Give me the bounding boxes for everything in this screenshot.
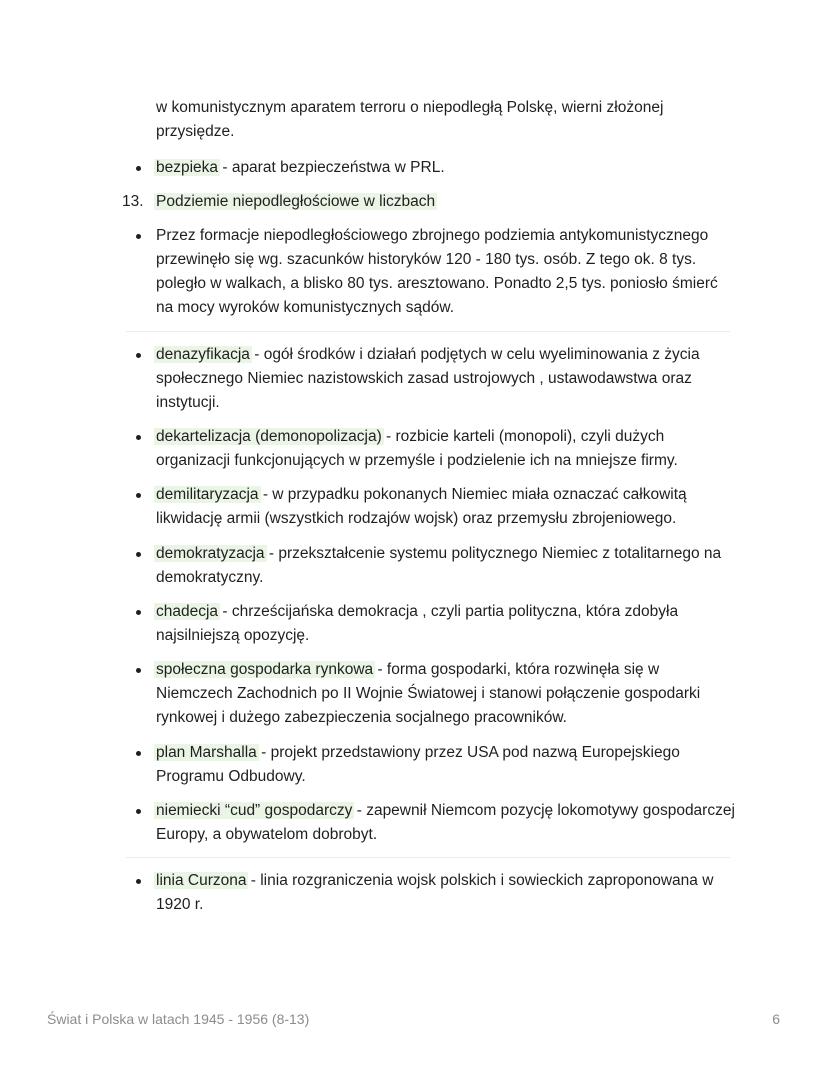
definition: - linia rozgraniczenia wojsk polskich i sowieckich zaproponowana w 1920 r.	[156, 872, 714, 913]
definition: - zapewnił Niemcom pozycję lokomotywy gospodarczej Europy, a obywatelom dobrobyt.	[156, 802, 735, 843]
definition: - projekt przedstawiony przez USA pod nazwą Europejskiego Programu Odbudowy.	[156, 744, 680, 785]
bullet-icon	[136, 234, 141, 239]
bullet-icon	[136, 751, 141, 756]
term: linia Curzona	[156, 872, 247, 889]
term: demokratyzacja	[156, 545, 265, 562]
list-item	[156, 224, 736, 320]
definition: - aparat bezpieczeństwa w PRL.	[218, 159, 445, 176]
list-item	[156, 799, 736, 847]
list-item	[156, 483, 736, 531]
term: bezpieka	[156, 159, 219, 176]
bullet-icon	[136, 809, 141, 814]
bullet-icon	[136, 435, 141, 440]
section-heading	[122, 190, 736, 214]
bullet-icon	[136, 879, 141, 884]
definition: - forma gospodarki, która rozwinęła się w Niemczech Zachodnich po II Wojnie Światowej i stanowi połączenie gospodarki rynkowej i dużego zabezpieczenia socjalnego pracowników.	[156, 661, 701, 726]
page-number: 6	[772, 1011, 780, 1027]
bullet-icon	[136, 552, 141, 557]
bullet-icon	[136, 610, 141, 615]
section-number: 13.	[122, 193, 144, 210]
list-item	[156, 600, 736, 648]
definition: - przekształcenie systemu politycznego Niemiec z totalitarnego na demokratyczny.	[156, 545, 722, 586]
list-item	[156, 658, 736, 730]
section-title: Podziemie niepodległościowe w liczbach	[156, 193, 436, 210]
term: dekartelizacja (demonopolizacja)	[156, 428, 382, 445]
term: plan Marshalla	[156, 744, 257, 761]
term: denazyfikacja	[156, 346, 250, 363]
term: demilitaryzacja	[156, 486, 259, 503]
bullet-icon	[136, 166, 141, 171]
list-item	[156, 156, 736, 180]
section-text: Przez formacje niepodległościowego zbrojnego podziemia antykomunistycznego przewinęło się wg. szacunków historyków 120 - 180 tys. osób. Z tego ok. 8 tys. poległo w walkach, a blisko 80 tys. aresztowano. Ponadto 2,5 tys. poniosło śmierć na mocy wyroków komunistycznych sądów.	[156, 227, 718, 316]
bullet-icon	[136, 353, 141, 358]
definition: - ogół środków i działań podjętych w celu wyeliminowania z życia społecznego Niemiec nazistowskich zasad ustrojowych , ustawodawstwa oraz instytucji.	[156, 346, 700, 411]
definition: - chrześcijańska demokracja , czyli partia polityczna, która zdobyła najsilniejszą opozycję.	[156, 603, 679, 644]
term: społeczna gospodarka rynkowa	[156, 661, 374, 678]
definition: - rozbicie karteli (monopoli), czyli dużych organizacji funkcjonujących w przemyśle i podzielenie ich na mniejsze firmy.	[156, 428, 678, 469]
divider	[126, 331, 730, 332]
list-item	[156, 741, 736, 789]
term: niemiecki “cud” gospodarczy	[156, 802, 353, 819]
list-item	[156, 542, 736, 590]
definition: - w przypadku pokonanych Niemiec miała oznaczać całkowitą likwidację armii (wszystkich rodzajów wojsk) oraz przemysłu zbrojeniowego.	[156, 486, 687, 527]
intro-paragraph: w komunistycznym aparatem terroru o niepodległą Polskę, wierni złożonej przysiędze.	[156, 99, 664, 140]
bullet-icon	[136, 668, 141, 673]
divider	[126, 857, 730, 858]
list-item	[156, 869, 736, 917]
footer-title: Świat i Polska w latach 1945 - 1956 (8-13)	[47, 1011, 310, 1027]
term: chadecja	[156, 603, 219, 620]
list-item	[156, 343, 736, 415]
bullet-icon	[136, 493, 141, 498]
list-item	[156, 425, 736, 473]
